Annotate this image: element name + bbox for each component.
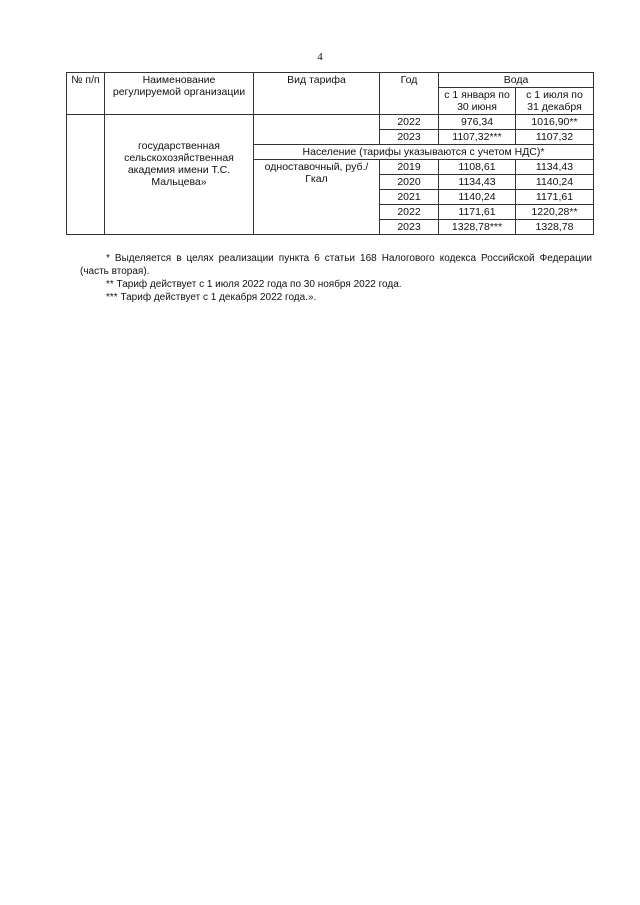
year-cell: 2022 bbox=[380, 115, 439, 130]
num-cell bbox=[67, 115, 105, 235]
year-cell: 2022 bbox=[380, 205, 439, 220]
table-header-row bbox=[67, 73, 594, 88]
footnotes bbox=[80, 252, 592, 304]
value-cell: 1220,28** bbox=[516, 205, 594, 220]
footnote-1: * Выделяется в целях реализации пункта 6 статьи 168 Налогового кодекса Российской Федерации (часть вторая). bbox=[80, 253, 592, 277]
value-cell: 1108,61 bbox=[439, 160, 516, 175]
value-cell: 1140,24 bbox=[439, 190, 516, 205]
value-cell: 1328,78 bbox=[516, 220, 594, 235]
value-cell: 1171,61 bbox=[516, 190, 594, 205]
table-row bbox=[67, 115, 594, 130]
value-cell: 1107,32 bbox=[516, 130, 594, 145]
value-cell: 1016,90** bbox=[516, 115, 594, 130]
population-header: Население (тарифы указываются с учетом НДС)* bbox=[254, 145, 594, 160]
header-org-name: Наименование регулируемой организации bbox=[105, 73, 254, 115]
page-number: 4 bbox=[317, 51, 323, 63]
value-cell: 1134,43 bbox=[439, 175, 516, 190]
year-cell: 2020 bbox=[380, 175, 439, 190]
header-num: № п/п bbox=[67, 73, 105, 115]
header-year: Год bbox=[380, 73, 439, 115]
org-name-cell bbox=[105, 115, 254, 235]
footnote-3: *** Тариф действует с 1 декабря 2022 года.». bbox=[106, 292, 317, 303]
value-cell: 1107,32*** bbox=[439, 130, 516, 145]
population-tariff-type: одноставочный, руб./Гкал bbox=[254, 160, 380, 235]
value-cell: 1171,61 bbox=[439, 205, 516, 220]
value-cell: 976,34 bbox=[439, 115, 516, 130]
year-cell: 2023 bbox=[380, 220, 439, 235]
value-cell: 1140,24 bbox=[516, 175, 594, 190]
header-tariff-type: Вид тарифа bbox=[254, 73, 380, 115]
tariff-type-cell-empty bbox=[254, 115, 380, 145]
header-period-2: с 1 июля по 31 декабря bbox=[516, 88, 594, 115]
year-cell: 2023 bbox=[380, 130, 439, 145]
year-cell: 2019 bbox=[380, 160, 439, 175]
value-cell: 1328,78*** bbox=[439, 220, 516, 235]
org-name-text: государственная сельскохозяйственная академия имени Т.С. Мальцева» bbox=[124, 140, 234, 188]
value-cell: 1134,43 bbox=[516, 160, 594, 175]
header-water: Вода bbox=[439, 73, 594, 88]
tariff-table bbox=[66, 72, 594, 235]
year-cell: 2021 bbox=[380, 190, 439, 205]
footnote-2: ** Тариф действует с 1 июля 2022 года по 30 ноября 2022 года. bbox=[106, 279, 402, 290]
header-period-1: с 1 января по 30 июня bbox=[439, 88, 516, 115]
